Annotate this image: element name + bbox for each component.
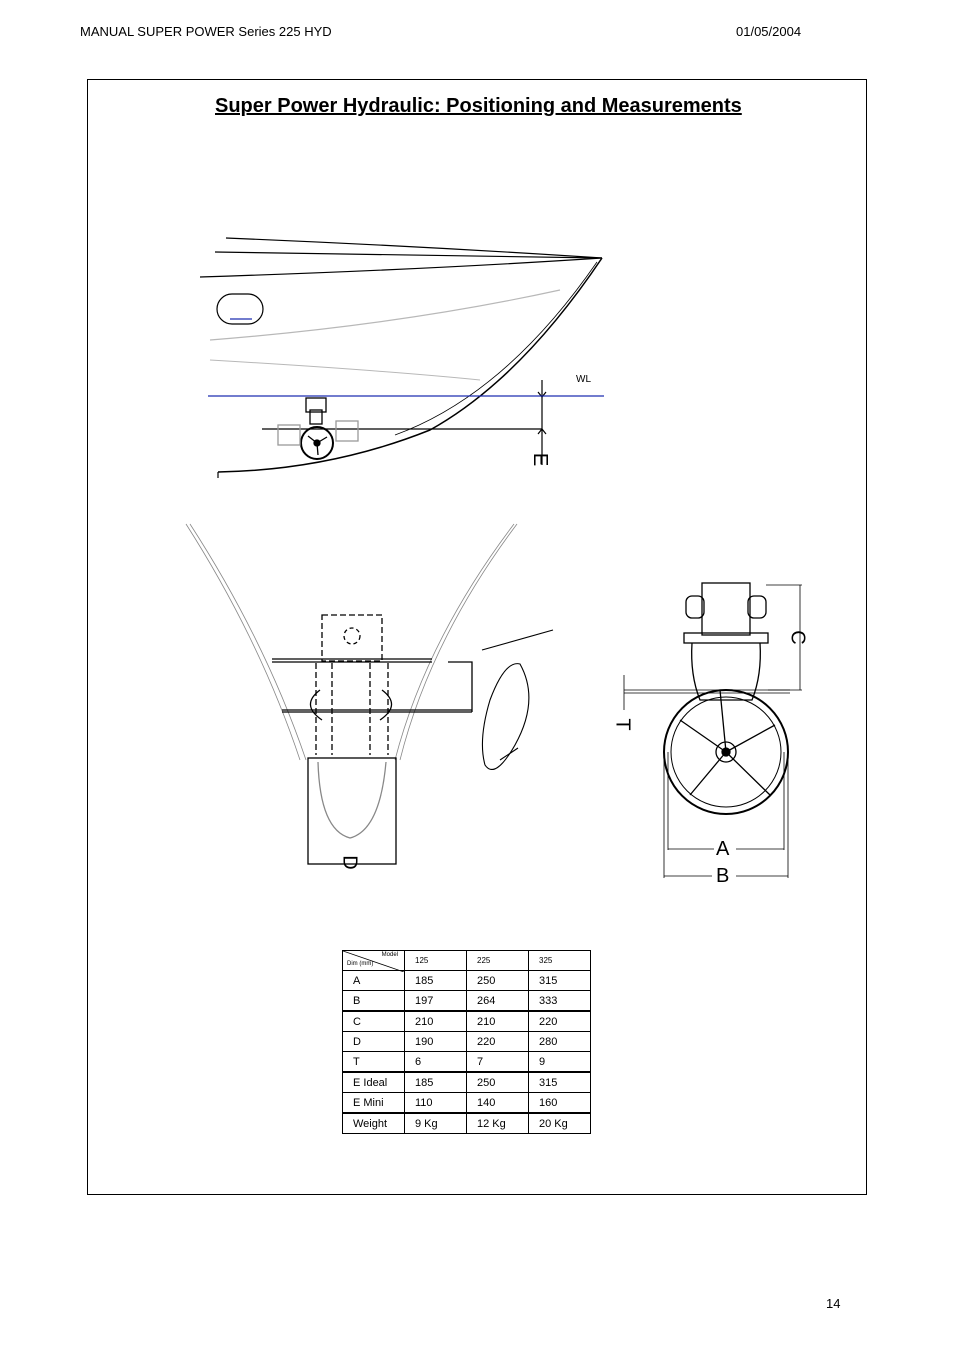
dimension-label-c: C: [786, 630, 809, 645]
table-row: D 190 220 280: [343, 1032, 591, 1052]
corner-dim-label: Dim (mm): [347, 961, 374, 967]
dimensions-table: [342, 950, 591, 1134]
dimension-label-e: E: [529, 452, 552, 467]
dimension-label-a: A: [716, 838, 730, 860]
waterline-label: WL: [576, 374, 591, 385]
table-row: Weight 9 Kg 12 Kg 20 Kg: [343, 1113, 591, 1134]
table-header-row: [343, 951, 591, 971]
page-number: 14: [826, 1296, 841, 1311]
table-row: C 210 210 220: [343, 1011, 591, 1032]
header-title: MANUAL SUPER POWER Series 225 HYD: [80, 24, 332, 39]
corner-model-label: Model: [381, 952, 398, 958]
model-header: 325: [529, 951, 591, 971]
table-row: A 185 250 315: [343, 971, 591, 991]
header-date: 01/05/2004: [736, 24, 802, 39]
model-header: 225: [467, 951, 529, 971]
table-row: E Ideal 185 250 315: [343, 1072, 591, 1093]
page-title: Super Power Hydraulic: Positioning and Measurements: [215, 95, 742, 117]
table-row: B 197 264 333: [343, 991, 591, 1012]
dimension-label-b: B: [716, 865, 730, 887]
model-header: 125: [405, 951, 467, 971]
table-row: T 6 7 9: [343, 1052, 591, 1073]
dimension-label-t: T: [611, 718, 634, 731]
dimension-label-d: D: [338, 855, 361, 870]
table-row: E Mini 110 140 160: [343, 1093, 591, 1114]
table-corner-cell: [343, 951, 405, 971]
